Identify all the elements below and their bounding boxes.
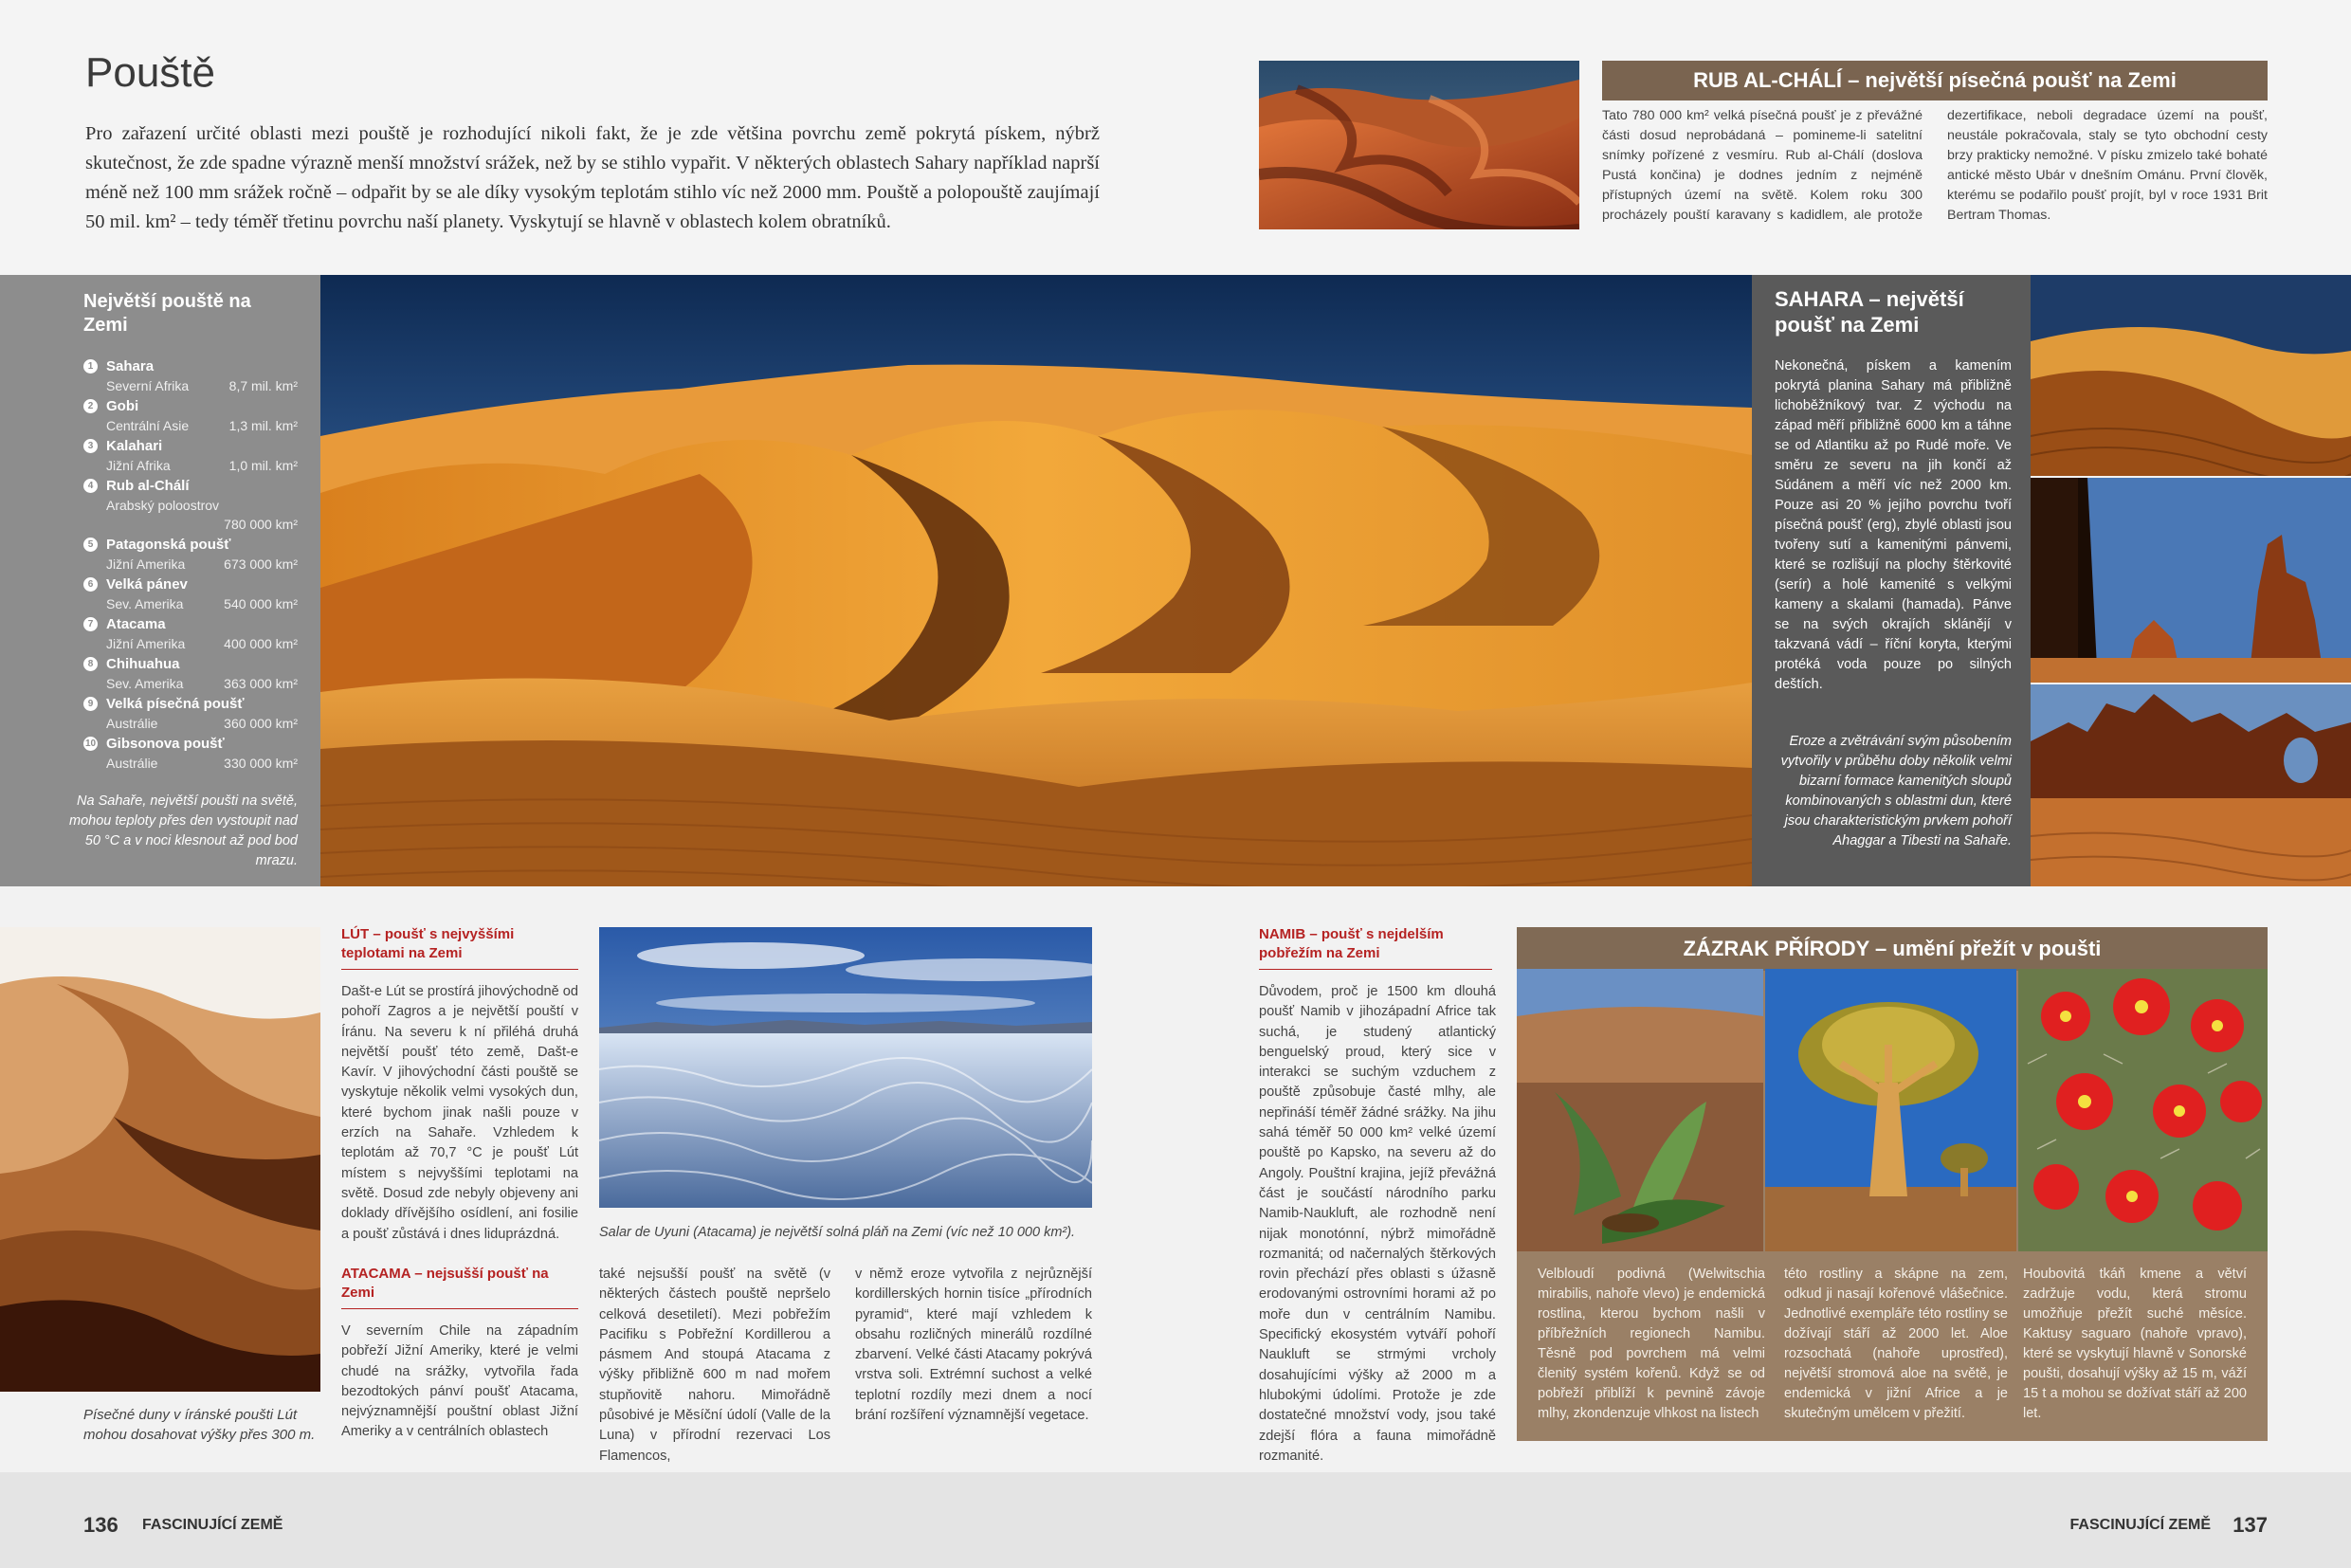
- page-number-left: 136: [83, 1513, 118, 1537]
- desert-name: Atacama: [106, 616, 166, 632]
- desert-region: Jižní Afrika: [106, 458, 171, 473]
- desert-name: Velká pánev: [106, 576, 188, 593]
- desert-region: Austrálie: [106, 716, 158, 731]
- desert-name: Chihuahua: [106, 656, 180, 672]
- desert-list-item: [83, 695, 298, 735]
- sahara-heading: SAHARA – největší poušť na Zemi: [1775, 287, 1964, 337]
- desert-region: Jižní Amerika: [106, 556, 186, 572]
- saguaro-text: Houbovitá tkáň kmene a větví zadržuje vodu, která stromu umožňuje přežít suché měsíce. Kaktusy saguaro (nahoře vpravo), které se vyskytují hlavně v Sonorské poušti, dosahují výšky až 15 m, váží 15 t a mohou se dožívat stáří až 200 let.: [2023, 1267, 2247, 1421]
- desert-name: Sahara: [106, 358, 155, 374]
- desert-list-item: [83, 655, 298, 695]
- desert-area: 330 000 km²: [224, 756, 298, 771]
- desert-list-item: [83, 437, 298, 477]
- running-title-right: FASCINUJÍCÍ ZEMĚ: [2069, 1517, 2211, 1533]
- uyuni-photo-caption: Salar de Uyuni (Atacama) je největší solná pláň na Zemi (víc než 10 000 km²).: [599, 1225, 1076, 1240]
- lut-text: Dašt-e Lút se prostírá jihovýchodně od pohoří Zagros a je největší pouští v Íránu. Na severu k ní přiléhá druhá největší poušť této země, Dašt-e Kavír. V jihovýchodní části pouště se vyskytuje několik velmi vysokých dun, které bychom jinak našli pouze v erzích na Sahaře. Vzhledem k teplotám až 70,7 °C je poušť Lút místem s nejvyššími teplotami na světě. Dosud zde nebyly objeveny ani doklady dřívějšího osídlení, ani fosilie a poušť zůstává i dnes liduprázdná.: [341, 984, 578, 1242]
- rub-al-khali-heading: RUB AL-CHÁLÍ – největší písečná poušť na Zemi: [1602, 61, 2268, 100]
- largest-deserts-title: Největší pouště na Zemi: [83, 291, 251, 336]
- running-title-left: FASCINUJÍCÍ ZEMĚ: [142, 1517, 283, 1533]
- sahara-rock-towers-photo: [2031, 684, 2351, 886]
- intro-paragraph: Pro zařazení určité oblasti mezi pouště je rozhodující nikoli fakt, že je zde většina povrchu země pokrytá pískem, nýbrž skutečnost, že zde spadne výrazně menší množství srážek, než by se stihlo vypařit. V některých oblastech Sahary například naprší méně než 100 mm srážek ročně – odpařit by se ale díky vysokým teplotám stihlo víc než 2000 mm. Pouště a polopouště zaujímají 50 mil. km² – tedy téměř třetinu povrchu naší planety. Vyskytují se hlavně v oblastech kolem obratníků.: [85, 123, 1100, 232]
- desert-list-item: [83, 615, 298, 655]
- nature-miracle-heading: ZÁZRAK PŘÍRODY – umění přežít v poušti: [1517, 927, 2268, 971]
- lut-heading: LÚT – poušť s nejvyššími teplotami na Zemi: [341, 925, 578, 970]
- atacama-text-col2: také nejsušší poušť na světě (v některých částech pouště nepršelo celková desetiletí). Mezi pobřežím Pacifiku s Pobřežní Kordillerou a pásmem And stoupá Atacama z výšky přibližně 600 m nad mořem stupňovitě nahoru. Mimořádně působivé je Měsíční údolí (Valle de la Luna) v přírodní rezervaci Los Flamencos,: [599, 1267, 830, 1464]
- desert-name: Gobi: [106, 398, 139, 414]
- cactus-flowers-photo: [2018, 969, 2268, 1251]
- desert-name: Kalahari: [106, 438, 163, 454]
- desert-area: 8,7 mil. km²: [228, 378, 298, 393]
- desert-name: Rub al-Chálí: [106, 478, 190, 494]
- desert-list-item: [83, 397, 298, 437]
- sahara-temperature-caption: Na Sahaře, největší poušti na světě, mohou teploty přes den vystoupit nad 50 °C a v noci klesnout až pod bod mrazu.: [68, 793, 298, 868]
- desert-region: Centrální Asie: [106, 418, 190, 433]
- lut-photo-caption: Písečné duny v íránské poušti Lút mohou dosahovat výšky přes 300 m.: [83, 1407, 316, 1443]
- desert-list-item: [83, 575, 298, 615]
- desert-list-item: [83, 357, 298, 397]
- desert-region: Severní Afrika: [106, 378, 190, 393]
- list-number-badge: 1: [83, 359, 98, 374]
- desert-region: Arabský poloostrov: [106, 498, 220, 513]
- sahara-text: Nekonečná, pískem a kamením pokrytá planina Sahary má přibližně lichoběžníkový tvar. Z východu na západ měří přibližně 6000 km a táhne se od Atlantiku až po Rudé moře. Ve směru ze severu na jih končí až Súdánem a měří víc než 2000 km. Pouze asi 20 % jejího povrchu tvoří písečná poušť (erg), zbylé oblasti jsou tvořeny sutí a kamenitými pánvemi, které se rozlišují na plochy štěrkovité (serír) a holé kamenité s velkými kameny a skalami (hamada). Pánve se na svých okrajích sklánějí v takzvaná vádí – říční koryta, kterými protéká voda pouze po silných deštích.: [1775, 358, 2012, 692]
- list-number-badge: 6: [83, 577, 98, 592]
- namib-heading: NAMIB – poušť s nejdelším pobřežím na Zemi: [1259, 925, 1492, 970]
- atacama-heading: ATACAMA – nejsušší poušť na Zemi: [341, 1265, 578, 1309]
- list-number-badge: 9: [83, 697, 98, 711]
- page-footer: [0, 1472, 2351, 1568]
- salar-de-uyuni-photo: [599, 927, 1092, 1208]
- desert-area: 673 000 km²: [224, 556, 298, 572]
- welwitschia-photo: [1517, 969, 1763, 1251]
- desert-area: 1,3 mil. km²: [228, 418, 298, 433]
- list-number-badge: 10: [84, 738, 97, 749]
- desert-area: 780 000 km²: [224, 517, 298, 532]
- atacama-text-col3: v němž eroze vytvořila z nejrůznější kordillerských hornin tisíce „přírodních pyramid“, které mají vzhledem k obsahu rozličných minerálů rozdílné zbarvení. Velké části Atacamy pokrývá vrstva soli. Extrémní suchost a velké teplotní rozdíly mezi dnem a nocí brání rozšíření významnější vegetace.: [855, 1267, 1092, 1424]
- desert-region: Sev. Amerika: [106, 676, 184, 691]
- page-number-right: 137: [2233, 1513, 2268, 1537]
- desert-list-item: [83, 477, 298, 536]
- list-number-badge: 2: [83, 399, 98, 413]
- list-number-badge: 5: [83, 538, 98, 552]
- sahara-dunes-photo: [320, 275, 1752, 886]
- lut-dunes-photo: [0, 927, 320, 1392]
- welwitschia-text: Velbloudí podivná (Welwitschia mirabilis, nahoře vlevo) je endemická rostlina, kterou bychom našli v příbřežních regionech Namibu. Těsně pod povrchem má velmi členitý systém kořenů. Když se od pobřeží přiblíží k pevnině závoje mlhy, zkondenzuje vlhkost na listech: [1538, 1267, 1765, 1421]
- rub-al-khali-text: Tato 780 000 km² velká písečná poušť je z převážné části dosud neprobádaná – pomineme-li satelitní snímky pořízené z vesmíru. Rub al-Chálí (doslova Pustá končina) je dodnes jedním z nejméně přístupných území na světě. Kolem roku 300 procházely pouští karavany s kadidlem, ale protože dezertifikace, neboli degradace území na poušť, neustále pokračovala, staly se tyto obchodní cesty brzy prakticky nemožné. V písku zmizelo také bohaté antické město Ubár v dnešním Ománu. První člověk, kterému se podařilo poušť projít, byl v roce 1931 Brit Bertram Thomas.: [1602, 108, 2268, 223]
- desert-area: 1,0 mil. km²: [228, 458, 298, 473]
- sahara-erosion-caption: Eroze a zvětrávání svým působením vytvořily v průběhu doby několik velmi bizarní formace kamenitých sloupů kombinovaných s oblastmi dun, které jsou charakteristickým prvkem pohoří Ahaggar a Tibesti na Sahaře.: [1780, 734, 2012, 848]
- list-number-badge: 3: [83, 439, 98, 453]
- desert-area: 363 000 km²: [224, 676, 298, 691]
- desert-region: Jižní Amerika: [106, 636, 186, 651]
- desert-name: Patagonská poušť: [106, 537, 231, 553]
- quiver-tree-text: této rostliny a skápne na zem, odkud ji nasají kořenové vlášečnice. Jednotlivé exempláře této rostliny se dožívají stáří až 2000 let. Aloe rozsochatá (nahoře uprostřed), největší stromová aloe na světě, je endemická v jižní Africe a je skutečným umělcem v přežití.: [1784, 1267, 2008, 1421]
- desert-region: Sev. Amerika: [106, 596, 184, 611]
- desert-list-item: [83, 536, 298, 575]
- desert-area: 540 000 km²: [224, 596, 298, 611]
- page-title: Pouště: [85, 49, 215, 96]
- desert-area: 400 000 km²: [224, 636, 298, 651]
- quiver-tree-photo: [1765, 969, 2016, 1251]
- list-number-badge: 7: [83, 617, 98, 631]
- desert-region: Austrálie: [106, 756, 158, 771]
- largest-deserts-list: [83, 357, 298, 775]
- desert-name: Gibsonova poušť: [106, 736, 225, 752]
- desert-list-item: [83, 735, 298, 775]
- list-number-badge: 8: [83, 657, 98, 671]
- desert-name: Velká písečná poušť: [106, 696, 245, 712]
- list-number-badge: 4: [83, 479, 98, 493]
- namib-text: Důvodem, proč je 1500 km dlouhá poušť Namib v jihozápadní Africe tak suchá, je studený atlantický benguelský proud, který sice v interakci se suchým vzduchem z pouště způsobuje časté mlhy, ale nepřináší téměř žádné srážky. Na jihu sahá téměř 50 000 km² velké území pouště po Kapsko, na severu až do Angoly. Pouštní krajina, jejíž převážná část je součástí národního parku Namib-Naukluft, ale rozhodně není nijak monotónní, nýbrž mimořádně rozmanitá; od načernalých štěrkových rovin přechází přes oblasti s úžasně erodovanými ostrovními horami až po moře dun v centrálním Namibu. Specifický ekosystém vytváří pohoří Naukluft se strmými vrcholy dosahujícími výšky až 2000 m a hlubokými údolími. Protože je zde dostatečné množství vody, jsou také zdejší flóra a fauna mimořádně rozmanité.: [1259, 984, 1496, 1464]
- sahara-dune-ridge-photo: [2031, 275, 2351, 476]
- desert-area: 360 000 km²: [224, 716, 298, 731]
- rub-al-khali-photo: [1259, 61, 1579, 229]
- sahara-rock-pillars-photo: [2031, 478, 2351, 683]
- atacama-text-col1: V severním Chile na západním pobřeží Jižní Ameriky, které je velmi chudé na srážky, vytvořila řada bezodtokých pánví poušť Atacama, nejvýznamnější pouštní oblast Jižní Ameriky a v centrálních oblastech: [341, 1323, 578, 1440]
